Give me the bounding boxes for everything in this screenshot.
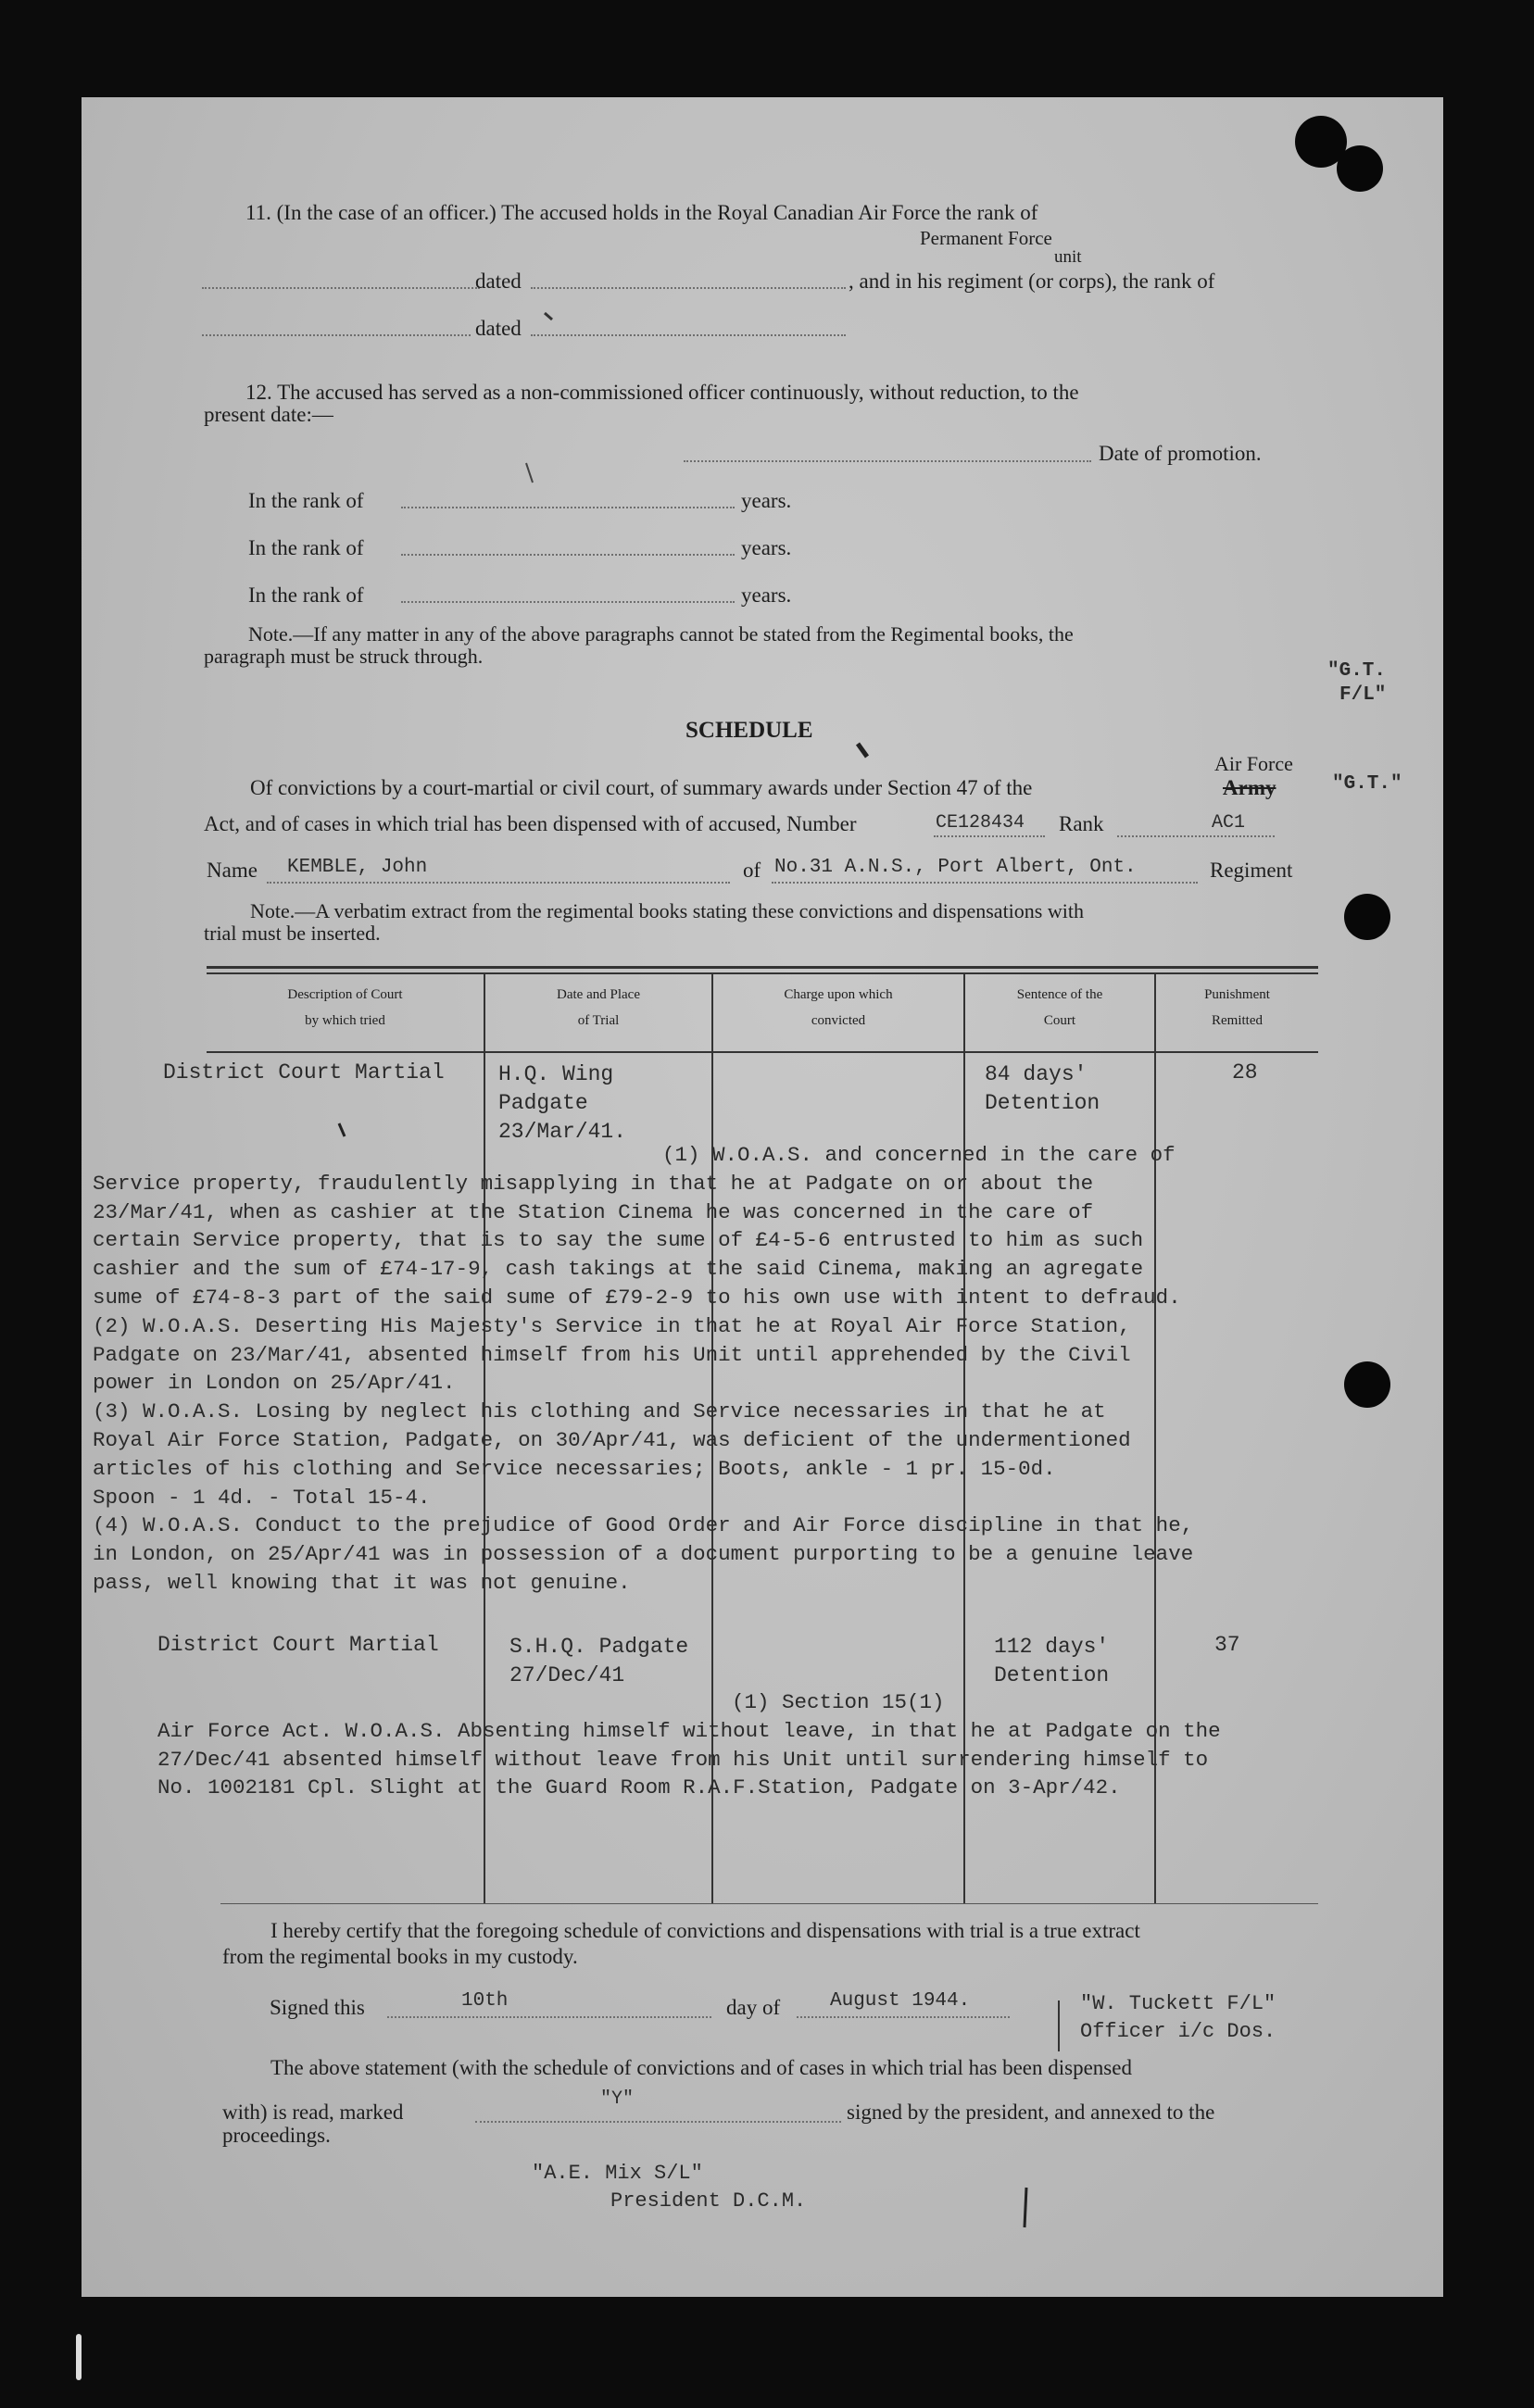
statement-line2b: signed by the president, and annexed to the [847, 2101, 1215, 2124]
margin-note-gt: "G.T. [1327, 660, 1387, 682]
note-line2: paragraph must be struck through. [204, 645, 484, 668]
signed-this-label: Signed this [270, 1996, 365, 2019]
schedule-note-line2: trial must be inserted. [204, 922, 381, 945]
statement-marked: "Y" [600, 2088, 635, 2110]
para11-permanent-force: Permanent Force [920, 227, 1052, 249]
accused-rank: AC1 [1212, 812, 1246, 834]
day-of-label: day of [726, 1996, 781, 2019]
statement-line3: proceedings. [222, 2124, 331, 2147]
statement-line1: The above statement (with the schedule of convictions and of cases in which trial has been dispensed [270, 2056, 1132, 2079]
entry2-place: S.H.Q. Padgate 27/Dec/41 [509, 1635, 689, 1687]
rank-label-2: In the rank of [248, 536, 364, 559]
schedule-line2: Act, and of cases in which trial has been dispensed with of accused, Number [204, 812, 857, 835]
para11-dated: dated [475, 270, 522, 293]
para12-line1: 12. The accused has served as a non-commissioned officer continuously, without reduction, to the [245, 381, 1079, 404]
para11-dated2: dated [475, 317, 522, 340]
of-label: of [743, 859, 761, 882]
schedule-note-line1: Note.—A verbatim extract from the regimental books stating these convictions and dispensations with [250, 899, 1084, 922]
margin-note-fl: F/L" [1339, 684, 1387, 706]
entry2-charges: (1) Section 15(1) Air Force Act. W.O.A.S. Absenting himself without leave, in that he at Padgate on the 27/Dec/41 absented himself without leave from his Unit until surrendering himself to No. 1002181 Cpl. Slight at the Guard Room R.A.F.Station, Padgate on 3-Apr/42. [157, 1690, 1221, 1800]
note-line1: Note.—If any matter in any of the above paragraphs cannot be stated from the Regimental books, the [248, 622, 1074, 646]
para11-unit: unit [1054, 247, 1082, 267]
signed-day: 10th [461, 1990, 509, 2012]
accused-number: CE128434 [936, 812, 1025, 834]
document-page [82, 97, 1443, 2297]
margin-note-gt2: "G.T." [1332, 773, 1402, 795]
entry1-court: District Court Martial [163, 1060, 445, 1085]
entry2-remitted: 37 [1214, 1633, 1240, 1657]
entry1-remitted: 28 [1232, 1060, 1258, 1085]
entry2-sentence: 112 days' Detention [994, 1635, 1110, 1687]
schedule-title: SCHEDULE [685, 718, 813, 743]
years-label-1: years. [741, 489, 792, 512]
name-label: Name [207, 859, 258, 882]
signed-month-year: August 1944. [830, 1990, 971, 2012]
entry1-place: H.Q. Wing Padgate 23/Mar/41. [498, 1062, 627, 1144]
schedule-line1: Of convictions by a court-martial or civil court, of summary awards under Section 47 of the [250, 776, 1033, 799]
certify-line1: I hereby certify that the foregoing schedule of convictions and dispensations with trial is a true extract [270, 1919, 1140, 1942]
rank-label-3: In the rank of [248, 583, 364, 607]
edge-mark [76, 2334, 82, 2380]
accused-unit: No.31 A.N.S., Port Albert, Ont. [774, 857, 1137, 878]
para11-regiment-text: , and in his regiment (or corps), the rank of [849, 270, 1215, 293]
regiment-label: Regiment [1210, 859, 1293, 882]
para11-text: 11. (In the case of an officer.) The accused holds in the Royal Canadian Air Force the rank of [245, 201, 1038, 224]
certify-line2: from the regimental books in my custody. [222, 1945, 578, 1968]
col-header-remitted: Punishment Remitted [1204, 987, 1270, 1028]
pen-marks [82, 97, 1443, 2297]
accused-name: KEMBLE, John [287, 857, 428, 878]
years-label-2: years. [741, 536, 792, 559]
years-label-3: years. [741, 583, 792, 607]
schedule-struck-army: Army [1223, 776, 1276, 799]
statement-line2a: with) is read, marked [222, 2101, 404, 2124]
entry1-charges: (1) W.O.A.S. and concerned in the care of Service property, fraudulently misapplying in that he at Padgate on or about the 23/Mar/41, when as cashier at the Station Cinema he was concerned in the care of certain Service property, that is to say the sume of £4-5-6 entrusted to him as such cashier and the sum of £74-17-9, cash takings at the said Cinema, making an agregate sume of £74-8-3 part of the said sume of £79-2-9 to his own use with intent to defraud. (2) W.O.A.S. Deserting His Majesty's Service in that he at Royal Air Force Station, Padgate on 23/Mar/41, absented himself from his Unit until apprehended by the Civil power in London on 25/Apr/41. (3) W.O.A.S. Losing by neglect his clothing and Service necessaries in that he at Royal Air Force Station, Padgate, on 30/Apr/41, was deficient of the undermentioned articles of his clothing and Service necessaries; Boots, ankle - 1 pr. 15-0d. Spoon - 1 4d. - Total 15-4. (4) W.O.A.S. Conduct to the prejudice of Good Order and Air Force discipline in that he, in London, on 25/Apr/41 was in possession of a document purporting to be a genuine leave pass, well knowing that it was not genuine. [93, 1143, 1194, 1595]
rank-label: Rank [1059, 812, 1104, 835]
col-header-charge: Charge upon which convicted [784, 987, 893, 1028]
col-header-sentence: Sentence of the Court [1016, 987, 1103, 1028]
para12-line2: present date:— [204, 403, 333, 426]
president-signature: "A.E. Mix S/L" President D.C.M. [532, 2162, 807, 2213]
col-header-date-place: Date and Place of Trial [557, 987, 640, 1028]
schedule-air-force-insert: Air Force [1214, 752, 1293, 775]
entry1-sentence: 84 days' Detention [985, 1062, 1100, 1115]
entry2-court: District Court Martial [157, 1633, 439, 1657]
date-of-promotion-label: Date of promotion. [1099, 442, 1262, 465]
signature-officer: "W. Tuckett F/L" Officer i/c Dos. [1080, 1992, 1276, 2043]
col-header-court: Description of Court by which tried [287, 987, 403, 1028]
rank-label-1: In the rank of [248, 489, 364, 512]
